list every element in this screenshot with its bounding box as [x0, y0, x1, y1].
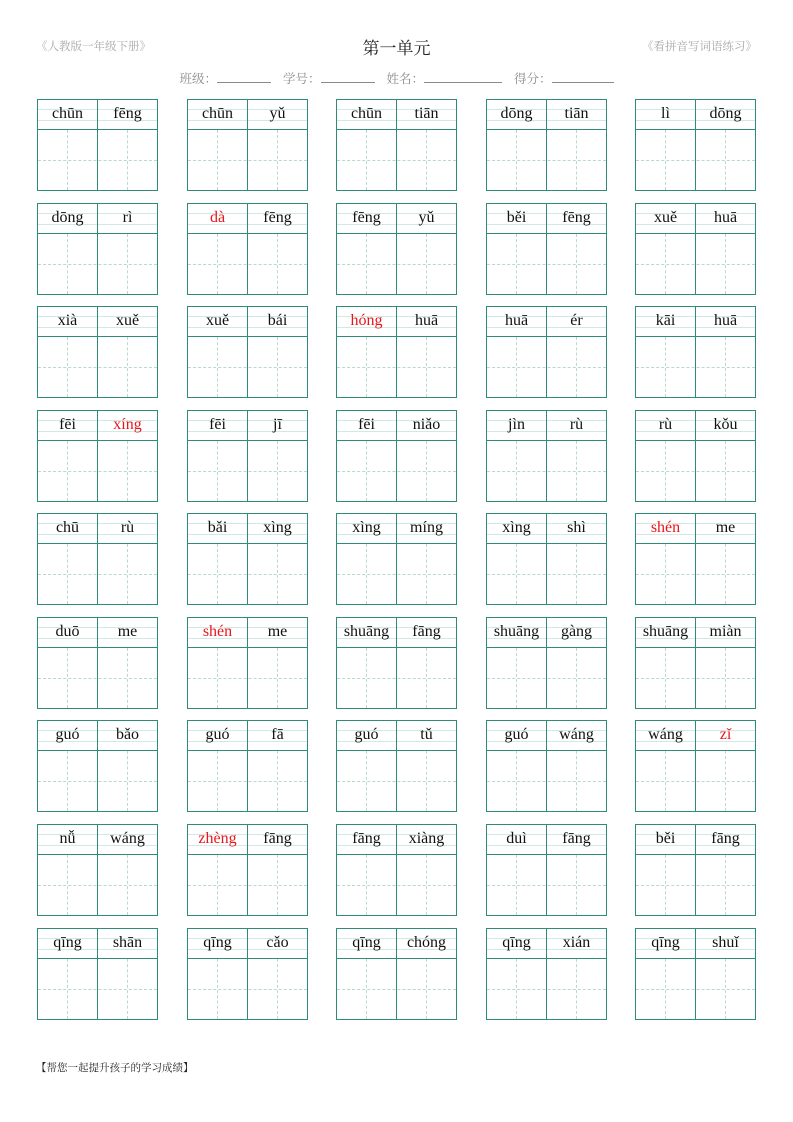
pinyin-syllable: yǔ [418, 209, 435, 226]
class-label: 班级： [179, 71, 217, 86]
pinyin-syllable: xuě [115, 312, 140, 329]
pinyin-syllable: míng [410, 519, 443, 536]
pinyin-syllable: huā [713, 312, 738, 329]
pinyin-syllable: cǎo [266, 934, 289, 951]
word-box [486, 513, 607, 605]
header-left-text: 《人教版一年级下册》 [36, 39, 151, 53]
pinyin-syllable: tiān [414, 105, 439, 122]
class-field [179, 71, 271, 86]
pinyin-syllable: zǐ [719, 726, 732, 743]
pinyin-syllable: me [267, 623, 288, 640]
pinyin-syllable: fēi [59, 416, 76, 433]
pinyin-syllable: shén [650, 519, 681, 536]
pinyin-syllable: fāng [412, 623, 441, 640]
word-row [37, 928, 757, 1020]
pinyin-syllable: ér [570, 312, 583, 329]
grid-line [38, 574, 157, 575]
pinyin-syllable: zhèng [198, 830, 237, 847]
pinyin-syllable: shuāng [493, 623, 540, 640]
word-box [187, 203, 308, 295]
word-box [486, 617, 607, 709]
pinyin-syllable: chū [55, 519, 80, 536]
pinyin-syllable: fēng [113, 105, 142, 122]
pinyin-syllable: fāng [352, 830, 381, 847]
pinyin-syllable: yǔ [269, 105, 286, 122]
pinyin-syllable: chūn [201, 105, 234, 122]
pinyin-syllable: fēng [562, 209, 591, 226]
pinyin-syllable: me [117, 623, 138, 640]
grid-line [337, 367, 456, 368]
word-row [37, 410, 757, 502]
word-box [37, 824, 158, 916]
word-row [37, 306, 757, 398]
grid-line [636, 574, 755, 575]
grid-line [38, 264, 157, 265]
pinyin-syllable: qīng [53, 934, 82, 951]
grid-line [636, 678, 755, 679]
grid-line [337, 781, 456, 782]
pinyin-syllable: duō [55, 623, 80, 640]
word-box [37, 928, 158, 1020]
grid-line [636, 367, 755, 368]
pinyin-syllable: shuǐ [712, 934, 739, 951]
word-box [187, 617, 308, 709]
name-blank [424, 70, 502, 83]
score-label: 得分： [513, 71, 552, 86]
pinyin-syllable: xián [562, 934, 591, 951]
pinyin-syllable: guó [55, 726, 80, 743]
pinyin-syllable: bái [267, 312, 288, 329]
word-box [486, 824, 607, 916]
pinyin-syllable: wáng [648, 726, 683, 743]
pinyin-syllable: shuāng [343, 623, 390, 640]
word-box [635, 720, 756, 812]
pinyin-syllable: kāi [655, 312, 676, 329]
grid-line [636, 264, 755, 265]
word-row [37, 824, 757, 916]
grid-line [636, 989, 755, 990]
grid-line [636, 160, 755, 161]
word-box [486, 410, 607, 502]
pinyin-syllable: fā [271, 726, 284, 743]
pinyin-syllable: miàn [709, 623, 742, 640]
pinyin-syllable: rù [120, 519, 135, 536]
pinyin-syllable: kǒu [713, 416, 738, 433]
grid-line [337, 264, 456, 265]
pinyin-syllable: qīng [203, 934, 232, 951]
word-box [635, 410, 756, 502]
pinyin-syllable: xiàng [408, 830, 445, 847]
pinyin-syllable: fēng [263, 209, 292, 226]
pinyin-syllable: jìn [508, 416, 525, 433]
pinyin-syllable: fēng [352, 209, 381, 226]
pinyin-syllable: wáng [110, 830, 145, 847]
word-box [187, 513, 308, 605]
grid-line [487, 781, 606, 782]
word-box [37, 513, 158, 605]
word-box [486, 928, 607, 1020]
grid-line [38, 471, 157, 472]
name-field [386, 71, 502, 86]
word-box [187, 99, 308, 191]
pinyin-syllable: me [715, 519, 736, 536]
pinyin-syllable: fēi [209, 416, 226, 433]
grid-line [188, 160, 307, 161]
grid-line [337, 574, 456, 575]
pinyin-syllable: xìng [263, 519, 292, 536]
word-box [187, 824, 308, 916]
pinyin-syllable: chūn [350, 105, 383, 122]
grid-line [636, 885, 755, 886]
grid-line [38, 367, 157, 368]
pinyin-syllable: xuě [653, 209, 678, 226]
word-box [635, 513, 756, 605]
pinyin-syllable: xìng [352, 519, 381, 536]
pinyin-syllable: huā [713, 209, 738, 226]
grid-line [38, 781, 157, 782]
pinyin-syllable: guó [354, 726, 379, 743]
grid-line [337, 160, 456, 161]
word-box [486, 306, 607, 398]
pinyin-syllable: niǎo [412, 416, 441, 433]
word-box [486, 720, 607, 812]
pinyin-syllable: fāng [263, 830, 292, 847]
grid-line [487, 471, 606, 472]
grid-line [188, 574, 307, 575]
student-id-blank [321, 70, 375, 83]
grid-line [188, 989, 307, 990]
pinyin-syllable: xià [57, 312, 78, 329]
word-box [187, 410, 308, 502]
grid-line [487, 885, 606, 886]
pinyin-syllable: rì [122, 209, 133, 226]
pinyin-syllable: shuāng [642, 623, 689, 640]
pinyin-syllable: qīng [651, 934, 680, 951]
word-box [336, 306, 457, 398]
pinyin-syllable: hóng [350, 312, 383, 329]
pinyin-syllable: dà [209, 209, 226, 226]
word-box [187, 720, 308, 812]
grid-line [38, 160, 157, 161]
word-box [635, 617, 756, 709]
pinyin-syllable: rù [658, 416, 673, 433]
grid-line [636, 471, 755, 472]
name-label: 姓名： [386, 71, 424, 86]
pinyin-syllable: rù [569, 416, 584, 433]
pinyin-syllable: qīng [352, 934, 381, 951]
word-box [37, 720, 158, 812]
grid-line [38, 885, 157, 886]
grid-line [188, 781, 307, 782]
pinyin-syllable: huā [414, 312, 439, 329]
grid-line [487, 574, 606, 575]
word-box [635, 203, 756, 295]
footer-text: 【帮您一起提升孩子的学习成绩】 [36, 1062, 194, 1074]
pinyin-syllable: tiān [564, 105, 589, 122]
word-box [486, 99, 607, 191]
pinyin-syllable: chóng [406, 934, 447, 951]
pinyin-syllable: wáng [559, 726, 594, 743]
pinyin-syllable: shì [567, 519, 586, 536]
pinyin-syllable: dōng [709, 105, 742, 122]
grid-line [337, 678, 456, 679]
pinyin-syllable: jī [273, 416, 282, 433]
pinyin-syllable: běi [506, 209, 527, 226]
pinyin-syllable: huā [504, 312, 529, 329]
grid-line [188, 885, 307, 886]
word-box [37, 203, 158, 295]
pinyin-syllable: qīng [502, 934, 531, 951]
grid-line [188, 367, 307, 368]
grid-line [38, 989, 157, 990]
class-blank [217, 70, 271, 83]
score-field [514, 71, 614, 86]
word-box [336, 617, 457, 709]
grid-line [188, 264, 307, 265]
word-box [336, 720, 457, 812]
pinyin-syllable: xíng [113, 416, 142, 433]
word-box [37, 99, 158, 191]
page-title: 第一单元 [362, 39, 431, 59]
word-row [37, 513, 757, 605]
student-id-field [283, 71, 375, 86]
grid-line [487, 160, 606, 161]
word-box [336, 824, 457, 916]
word-box [635, 99, 756, 191]
pinyin-syllable: nǚ [59, 830, 76, 847]
word-box [37, 306, 158, 398]
word-box [187, 928, 308, 1020]
grid-line [487, 264, 606, 265]
word-row [37, 720, 757, 812]
pinyin-syllable: běi [655, 830, 676, 847]
pinyin-syllable: shān [112, 934, 143, 951]
pinyin-syllable: gàng [560, 623, 593, 640]
pinyin-syllable: bǎo [115, 726, 140, 743]
pinyin-syllable: xuě [205, 312, 230, 329]
pinyin-syllable: xìng [502, 519, 531, 536]
pinyin-syllable: fēi [358, 416, 375, 433]
pinyin-syllable: shén [202, 623, 233, 640]
student-info-line [0, 69, 793, 87]
word-box [486, 203, 607, 295]
header-right-text: 《看拼音写词语练习》 [642, 39, 757, 53]
grid-line [337, 885, 456, 886]
word-box [336, 203, 457, 295]
grid-line [487, 989, 606, 990]
word-box [336, 410, 457, 502]
pinyin-syllable: fāng [562, 830, 591, 847]
word-box [187, 306, 308, 398]
word-box [37, 617, 158, 709]
pinyin-syllable: bǎi [207, 519, 228, 536]
pinyin-syllable: guó [504, 726, 529, 743]
word-row [37, 99, 757, 191]
word-box [635, 306, 756, 398]
student-id-label: 学号： [282, 71, 321, 86]
word-box [336, 928, 457, 1020]
word-row [37, 617, 757, 709]
grid-line [188, 471, 307, 472]
pinyin-syllable: tǔ [420, 726, 433, 743]
word-box [336, 99, 457, 191]
pinyin-syllable: chūn [51, 105, 84, 122]
word-box [635, 928, 756, 1020]
pinyin-syllable: dōng [500, 105, 533, 122]
grid-line [487, 678, 606, 679]
word-row [37, 203, 757, 295]
pinyin-syllable: lì [661, 105, 670, 122]
score-blank [552, 70, 614, 83]
pinyin-syllable: dōng [51, 209, 84, 226]
word-box [336, 513, 457, 605]
grid-line [337, 989, 456, 990]
word-box [37, 410, 158, 502]
grid-line [38, 678, 157, 679]
pinyin-syllable: duì [506, 830, 527, 847]
grid-line [188, 678, 307, 679]
pinyin-syllable: guó [205, 726, 230, 743]
grid-line [337, 471, 456, 472]
pinyin-syllable: fāng [711, 830, 740, 847]
grid-line [487, 367, 606, 368]
grid-line [636, 781, 755, 782]
word-box [635, 824, 756, 916]
